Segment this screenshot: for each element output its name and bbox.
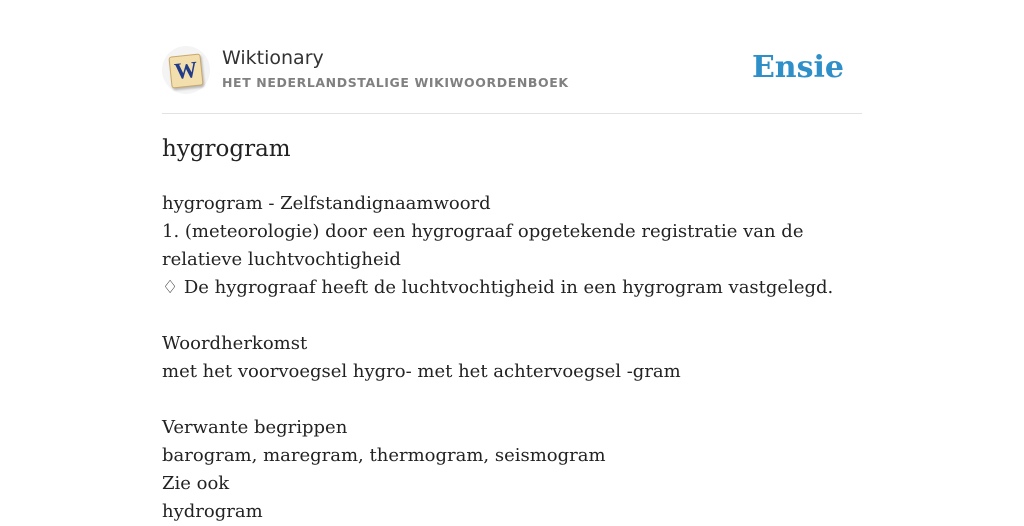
see-also-heading: Zie ook	[162, 473, 230, 494]
site-header	[162, 46, 862, 94]
page	[162, 0, 862, 522]
definition-text: 1. (meteorologie) door een hygrograaf opgetekende registratie van de relatieve luchtvochtigheid	[162, 221, 804, 270]
ensie-logo[interactable]: Ensie	[751, 50, 844, 85]
etymology-text: met het voorvoegsel hygro- met het achtervoegsel -gram	[162, 361, 681, 382]
spacer	[162, 302, 862, 330]
etymology-heading: Woordherkomst	[162, 333, 308, 354]
logo-tile	[168, 53, 203, 88]
header-divider	[162, 113, 862, 114]
site-subtitle: HET NEDERLANDSTALIGE WIKIWOORDENBOEK	[222, 75, 569, 90]
site-title[interactable]: Wiktionary	[222, 47, 324, 69]
page-title: hygrogram	[162, 136, 291, 162]
entry-content	[162, 190, 862, 526]
example-sentence: ♢ De hygrograaf heeft de luchtvochtigheid in een hygrogram vastgelegd.	[162, 277, 834, 298]
see-also-text: hydrogram	[162, 501, 263, 522]
logo-letter: W	[173, 56, 199, 85]
wiktionary-logo[interactable]	[162, 46, 210, 94]
spacer	[162, 386, 862, 414]
part-of-speech-line: hygrogram - Zelfstandignaamwoord	[162, 193, 491, 214]
related-terms-text: barogram, maregram, thermogram, seismogram	[162, 445, 606, 466]
related-terms-heading: Verwante begrippen	[162, 417, 348, 438]
